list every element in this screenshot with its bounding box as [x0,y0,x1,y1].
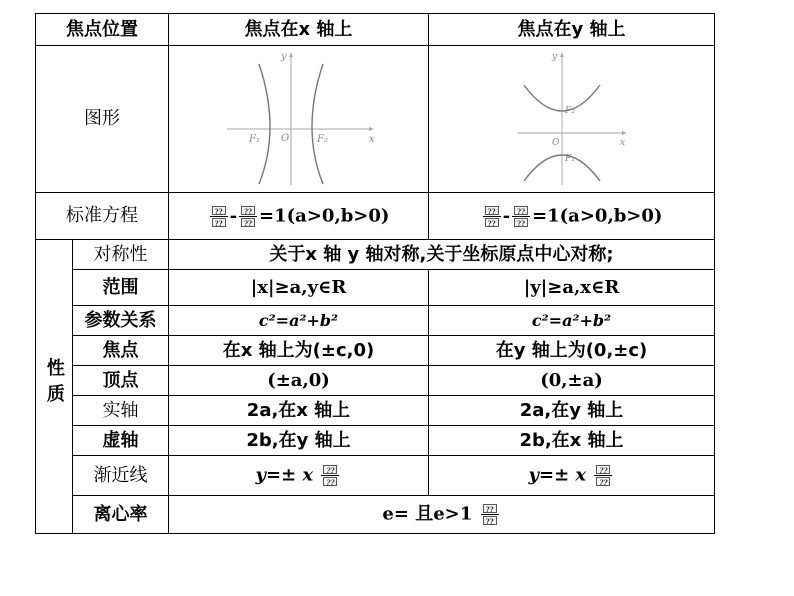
figure-label: 图形 [36,46,169,193]
hyperbola-y-graph [512,49,632,189]
asymptote-x: y=± x $\frac{??}{??}$ [169,456,429,496]
range-y: |y|≥a,x∈R [429,270,715,306]
imag-axis-label: 虚轴 [73,426,169,456]
params-label: 参数关系 [73,306,169,336]
vertex-y: (0,±a) [429,366,715,396]
asymptote-label: 渐近线 [73,456,169,496]
real-axis-y: 2a,在y 轴上 [429,396,715,426]
svg-text:y: y [551,52,557,62]
params-y: c²=a²+b² [429,306,715,336]
eccentricity-text: e= 且e>1 $\frac{??}{??}$ [169,496,715,534]
fraction-placeholder: $\frac{??}{??}$ [321,465,339,486]
fraction-placeholder: $\frac{??}{??}$ [512,206,530,227]
svg-text:x: x [368,134,375,145]
svg-text:F₁: F₁ [248,134,260,145]
symmetry-label: 对称性 [73,240,169,270]
hyperbola-x-graph [219,49,379,189]
vertex-label: 顶点 [73,366,169,396]
svg-text:F₂: F₂ [564,106,575,116]
hyperbola-properties-table [35,13,715,534]
std-eq-y: $\frac{??}{??}$ - $\frac{??}{??}$ =1(a>0,b>0) [429,193,715,240]
header-focus-on-y: 焦点在y 轴上 [429,14,715,46]
foci-label: 焦点 [73,336,169,366]
foci-x: 在x 轴上为(±c,0) [169,336,429,366]
svg-text:x: x [619,138,625,148]
figure-x-hyperbola [169,46,429,193]
fraction-placeholder: $\frac{??}{??}$ [210,206,228,227]
range-label: 范围 [73,270,169,306]
fraction-placeholder: $\frac{??}{??}$ [594,465,612,486]
figure-y-hyperbola [429,46,715,193]
svg-text:O: O [551,138,559,148]
header-focus-on-x: 焦点在x 轴上 [169,14,429,46]
eccentricity-label: 离心率 [73,496,169,534]
std-eq-label: 标准方程 [36,193,169,240]
properties-label: 性质 [36,240,73,534]
symmetry-text: 关于x 轴 y 轴对称,关于坐标原点中心对称; [169,240,715,270]
svg-text:O: O [280,133,289,144]
foci-y: 在y 轴上为(0,±c) [429,336,715,366]
vertex-x: (±a,0) [169,366,429,396]
svg-text:F₁: F₁ [564,154,575,164]
fraction-placeholder: $\frac{??}{??}$ [239,206,257,227]
header-focus-position: 焦点位置 [36,14,169,46]
svg-text:y: y [280,51,287,62]
fraction-placeholder: $\frac{??}{??}$ [483,206,501,227]
imag-axis-y: 2b,在x 轴上 [429,426,715,456]
range-x: |x|≥a,y∈R [169,270,429,306]
asymptote-y: y=± x $\frac{??}{??}$ [429,456,715,496]
params-x: c²=a²+b² [169,306,429,336]
imag-axis-x: 2b,在y 轴上 [169,426,429,456]
std-eq-x: $\frac{??}{??}$ - $\frac{??}{??}$ =1(a>0,b>0) [169,193,429,240]
svg-text:F₂: F₂ [316,134,328,145]
real-axis-label: 实轴 [73,396,169,426]
real-axis-x: 2a,在x 轴上 [169,396,429,426]
fraction-placeholder: $\frac{??}{??}$ [481,504,499,525]
